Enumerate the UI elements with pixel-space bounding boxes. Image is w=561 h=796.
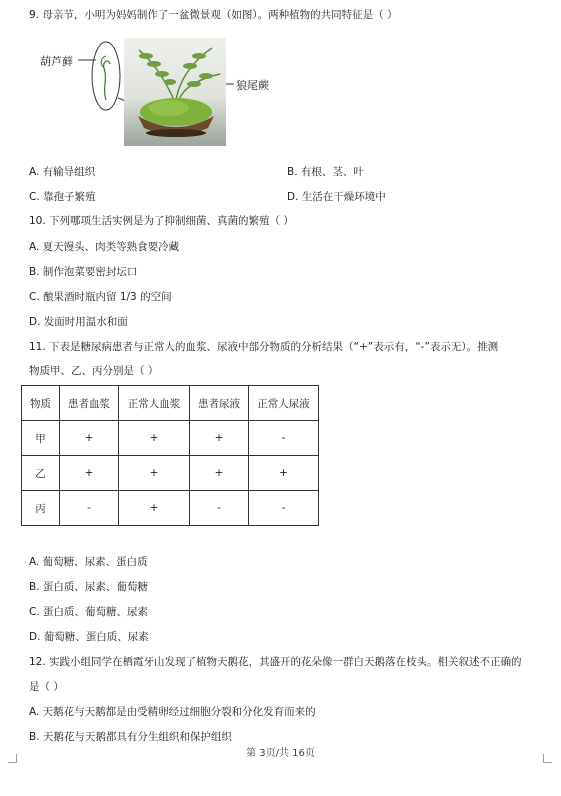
table-header-cell: 正常人尿液	[249, 386, 319, 421]
q9-option-d[interactable]: D. 生活在干燥环境中	[287, 191, 386, 203]
table-header-row	[22, 386, 319, 421]
q9-option-c[interactable]: C. 靠孢子繁殖	[29, 191, 96, 203]
q10-option-a[interactable]: A. 夏天馒头、肉类等熟食要冷藏	[29, 241, 180, 253]
table-cell: +	[60, 421, 119, 456]
table-cell: +	[119, 456, 190, 491]
q12-option-a[interactable]: A. 天鹅花与天鹅都是由受精卵经过细胞分裂和分化发育而来的	[29, 706, 316, 718]
q11-option-c[interactable]: C. 蛋白质、葡萄糖、尿素	[29, 606, 149, 618]
q12-stem-line1: 12. 实践小组同学在栖霞牙山发现了植物天鹅花，其盛开的花朵像一群白天鹅落在枝头。相关叙述不正确的	[29, 656, 522, 668]
table-header-cell: 患者尿液	[190, 386, 249, 421]
q10-option-c[interactable]: C. 酿果酒时瓶内留 1/3 的空间	[29, 291, 172, 303]
table-cell: +	[119, 421, 190, 456]
table-cell: -	[249, 421, 319, 456]
table-cell: -	[60, 491, 119, 526]
table-cell: -	[190, 491, 249, 526]
q12-stem-line2: 是（ ）	[29, 681, 64, 693]
q10-option-b[interactable]: B. 制作泡菜要密封坛口	[29, 266, 138, 278]
q11-option-d[interactable]: D. 葡萄糖、蛋白质、尿素	[29, 631, 149, 643]
q11-stem-line2: 物质甲、乙、丙分别是（ ）	[29, 365, 159, 377]
table-row	[22, 421, 319, 456]
q10-stem: 10. 下列哪项生活实例是为了抑制细菌、真菌的繁殖（ ）	[29, 215, 294, 227]
fern-moss-plant	[124, 38, 226, 146]
table-cell: 乙	[22, 456, 60, 491]
q12-option-b[interactable]: B. 天鹅花与天鹅都具有分生组织和保护组织	[29, 731, 232, 743]
table-cell: +	[249, 456, 319, 491]
q9-option-b[interactable]: B. 有根、茎、叶	[287, 166, 364, 178]
moss-label: 葫芦藓	[40, 55, 73, 68]
q9-stem: 9. 母亲节，小明为妈妈制作了一盆微景观（如图）。两种植物的共同特征是（ ）	[29, 9, 398, 21]
table-cell: +	[190, 456, 249, 491]
q11-option-b[interactable]: B. 蛋白质、尿素、葡萄糖	[29, 581, 148, 593]
page-footer: 第 3页/共 16页	[246, 748, 315, 759]
table-cell: 甲	[22, 421, 60, 456]
bonsai-photo	[124, 38, 226, 146]
table-header-cell: 正常人血浆	[119, 386, 190, 421]
table-cell: -	[249, 491, 319, 526]
table-cell: +	[119, 491, 190, 526]
q11-stem-line1: 11. 下表是糖尿病患者与正常人的血浆、尿液中部分物质的分析结果（“+”表示有，“-”表示无）。推测	[29, 341, 499, 353]
table-header-cell: 患者血浆	[60, 386, 119, 421]
q11-data-table	[21, 385, 319, 526]
q9-option-a[interactable]: A. 有输导组织	[29, 166, 96, 178]
table-header-cell: 物质	[22, 386, 60, 421]
fern-label: 狼尾蕨	[236, 79, 269, 92]
q9-figure	[36, 38, 286, 148]
table-row	[22, 491, 319, 526]
table-row	[22, 456, 319, 491]
table-cell: +	[60, 456, 119, 491]
q10-option-d[interactable]: D. 发面时用温水和面	[29, 316, 128, 328]
table-cell: +	[190, 421, 249, 456]
table-cell: 丙	[22, 491, 60, 526]
q11-option-a[interactable]: A. 葡萄糖、尿素、蛋白质	[29, 556, 148, 568]
